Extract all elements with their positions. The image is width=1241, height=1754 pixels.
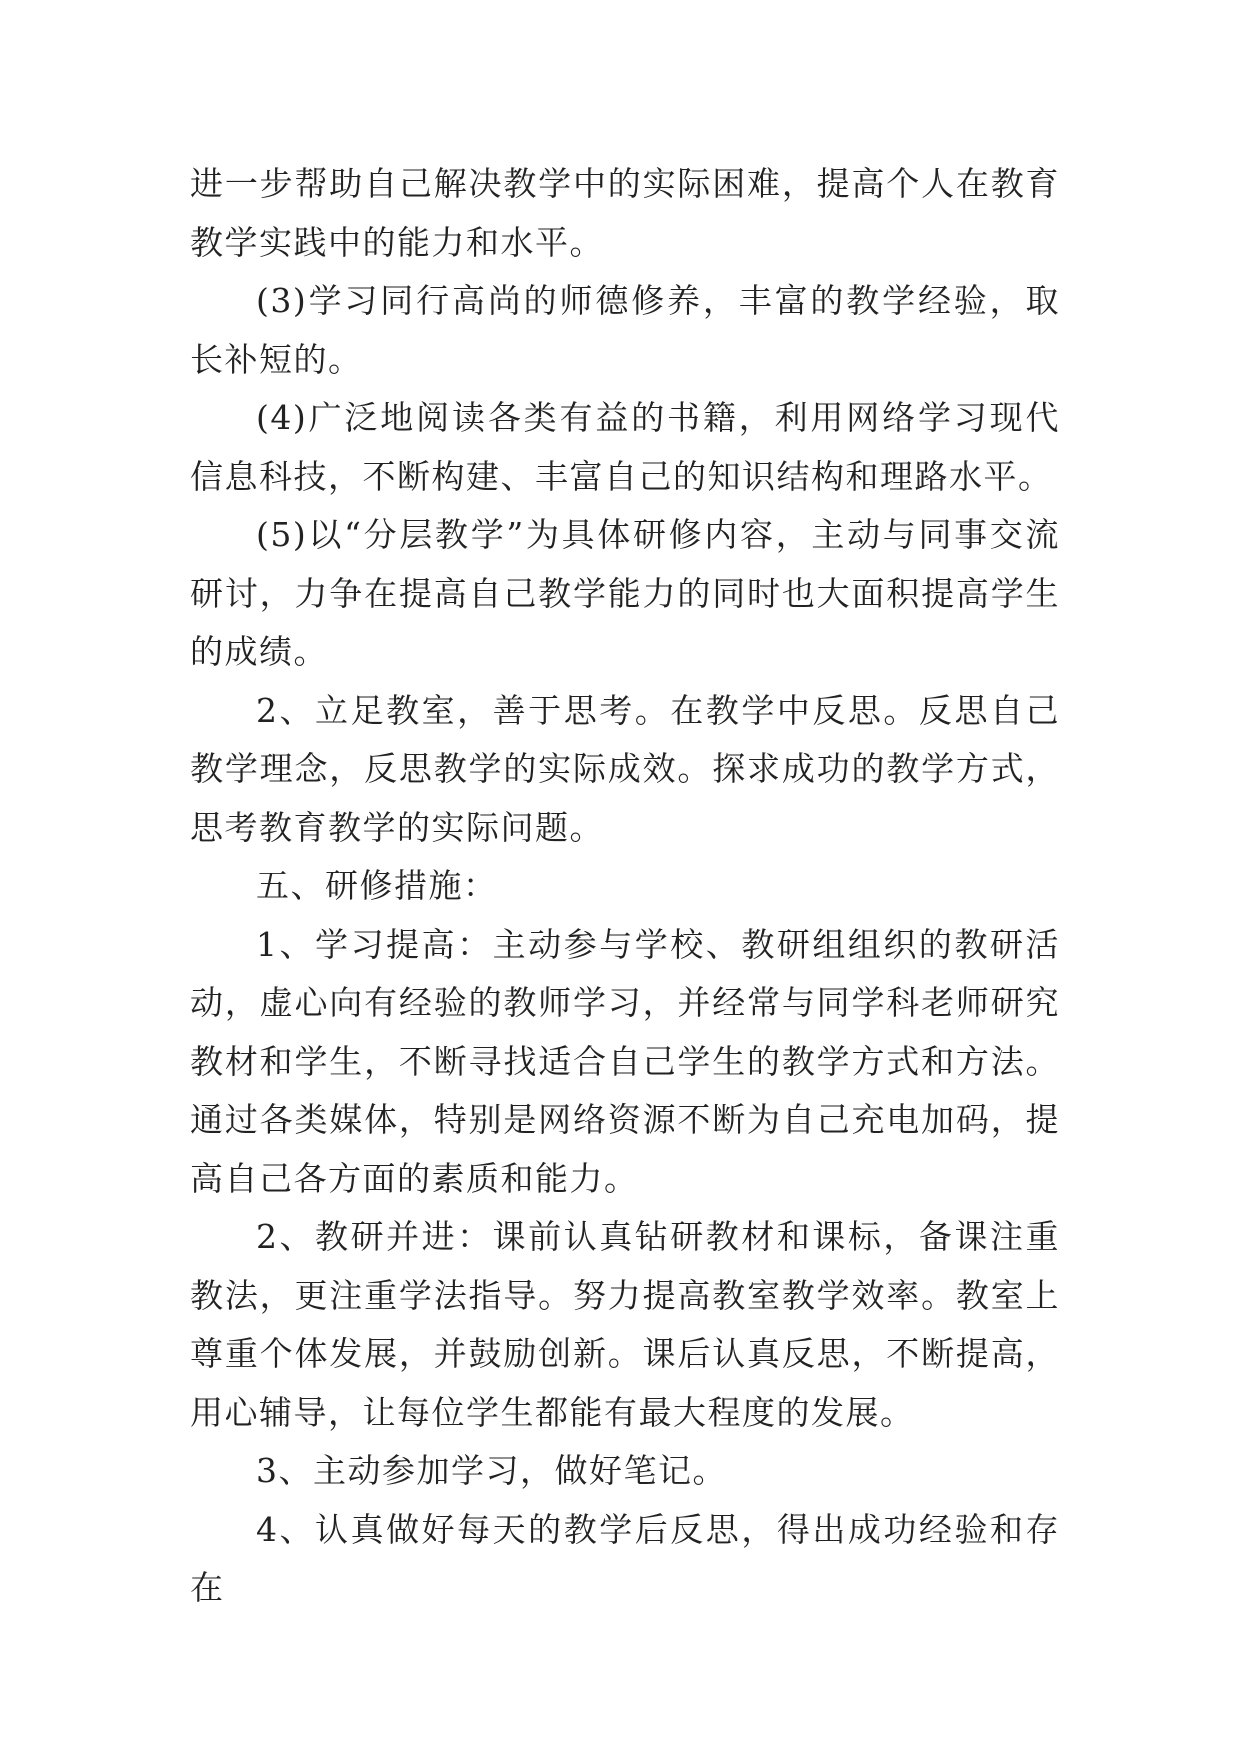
paragraph: (5)以“分层教学”为具体研修内容，主动与同事交流研讨，力争在提高自己教学能力的同时也大面积提高学生的成绩。 — [190, 515, 1060, 671]
section-heading: 五、研修措施： — [256, 866, 498, 905]
paragraph: 4、认真做好每天的教学后反思，得出成功经验和存在 — [190, 1509, 1060, 1607]
paragraph: 2、立足教室，善于思考。在教学中反思。反思自己教学理念，反思教学的实际成效。探求成功的教学方式，思考教育教学的实际问题。 — [190, 690, 1060, 847]
body-text — [190, 155, 1060, 1618]
paragraph: 1、学习提高：主动参与学校、教研组组织的教研活动，虚心向有经验的教师学习，并经常与同学科老师研究教材和学生，不断寻找适合自己学生的教学方式和方法。通过各类媒体，特别是网络资源不断为自己充电加码，提高自己各方面的素质和能力。 — [190, 924, 1060, 1198]
paragraph: 3、主动参加学习，做好笔记。 — [256, 1451, 727, 1490]
paragraph: (4)广泛地阅读各类有益的书籍，利用网络学习现代信息科技，不断构建、丰富自己的知识结构和理路水平。 — [190, 398, 1060, 496]
paragraph: 进一步帮助自己解决教学中的实际困难，提高个人在教育教学实践中的能力和水平。 — [190, 164, 1060, 262]
paragraph: (3)学习同行高尚的师德修养，丰富的教学经验，取长补短的。 — [190, 281, 1060, 379]
paragraph: 2、教研并进：课前认真钻研教材和课标，备课注重教法，更注重学法指导。努力提高教室教学效率。教室上尊重个体发展，并鼓励创新。课后认真反思，不断提高，用心辅导，让每位学生都能有最大程度的发展。 — [190, 1217, 1060, 1432]
